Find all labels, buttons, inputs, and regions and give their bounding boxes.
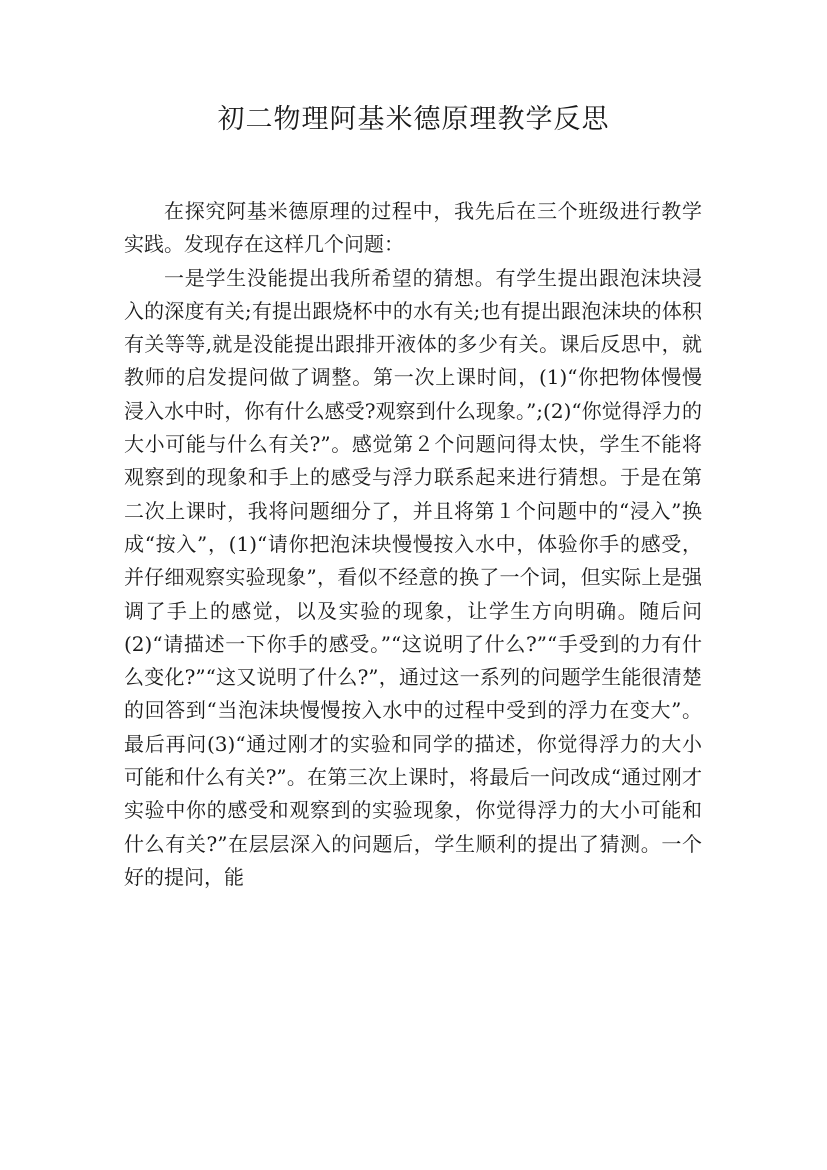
paragraph-intro: 在探究阿基米德原理的过程中，我先后在三个班级进行教学实践。发现存在这样几个问题： bbox=[124, 199, 702, 257]
paragraph-problem-one: 一是学生没能提出我所希望的猜想。有学生提出跟泡沫块浸入的深度有关;有提出跟烧杯中的水有关;也有提出跟泡沫块的体积有关等等,就是没能提出跟排开液体的多少有关。课后反思中，就教师的启发提问做了调整。第一次上课时间，(1)“你把物体慢慢浸入水中时，你有什么感受?观察到什么现象。”;(2)“你觉得浮力的大小可能与什么有关?”。感觉第２个问题问得太快，学生不能将观察到的现象和手上的感受与浮力联系起来进行猜想。于是在第二次上课时，我将问题细分了，并且将第１个问题中的“浸入”换成“按入”，(1)“请你把泡沫块慢慢按入水中，体验你手的感受，并仔细观察实验现象”，看似不经意的换了一个词，但实际上是强调了手上的感觉，以及实验的现象，让学生方向明确。随后问(2)“请描述一下你手的感受。”“这说明了什么?”“手受到的力有什么变化?”“这又说明了什么?”，通过这一系列的问题学生能很清楚的回答到“当泡沫块慢慢按入水中的过程中受到的浮力在变大”。最后再问(3)“通过刚才的实验和同学的描述，你觉得浮力的大小可能和什么有关?”。在第三次上课时，将最后一问改成“通过刚才实验中你的感受和观察到的实验现象，你觉得浮力的大小可能和什么有关?”在层层深入的问题后，学生顺利的提出了猜测。一个好的提问，能 bbox=[124, 265, 702, 889]
page-title: 初二物理阿基米德原理教学反思 bbox=[217, 104, 610, 135]
document-body bbox=[124, 195, 702, 894]
